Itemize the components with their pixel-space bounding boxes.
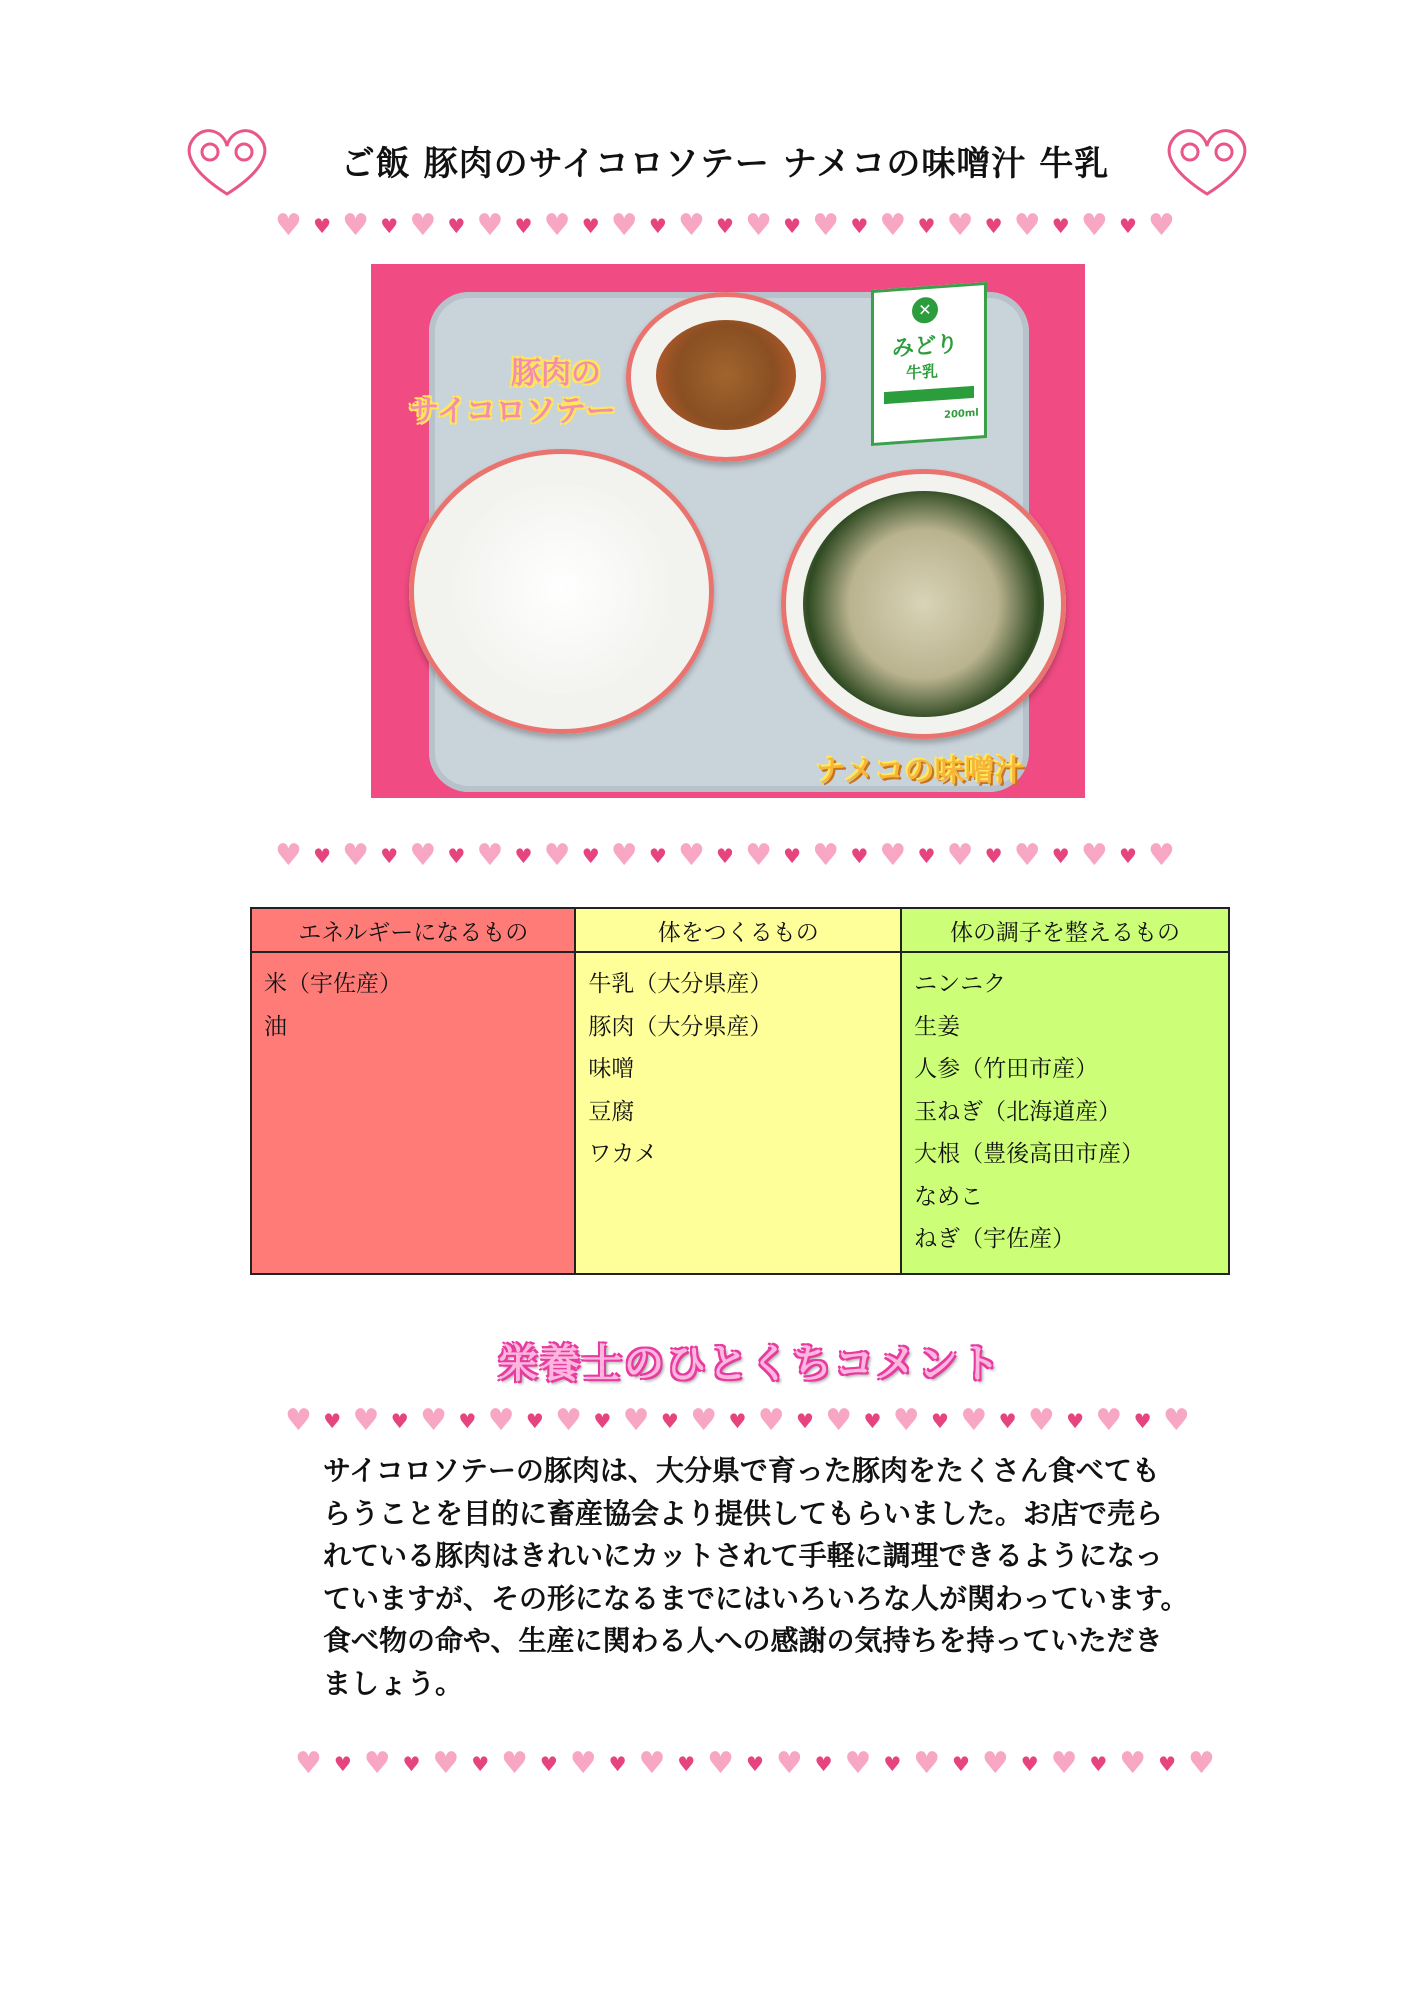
heart-icon: ♥	[342, 208, 370, 243]
heart-icon: ♥	[960, 1403, 988, 1438]
list-item: 牛乳（大分県産）	[588, 971, 773, 997]
heart-icon: ♥	[879, 838, 907, 873]
heart-icon: ♥	[716, 844, 734, 868]
heart-icon: ♥	[1158, 1752, 1177, 1776]
heart-icon: ♥	[1013, 838, 1041, 873]
nutrition-table	[250, 907, 1230, 1275]
heart-icon: ♥	[677, 208, 705, 243]
heart-icon: ♥	[917, 844, 936, 868]
heart-icon: ♥	[850, 844, 869, 868]
heart-icon: ♥	[1066, 1409, 1085, 1433]
rice-bowl	[409, 449, 714, 734]
heart-icon: ♥	[471, 1752, 490, 1776]
heart-icon: ♥	[295, 1746, 322, 1781]
milk-logo-icon: ✕	[912, 296, 938, 324]
list-item: ワカメ	[588, 1141, 658, 1167]
saute-label-line1: 豚肉の	[511, 356, 601, 391]
list-item: 豚肉（大分県産）	[588, 1013, 773, 1040]
heart-icon: ♥	[677, 838, 705, 873]
list-item: ニンニク	[914, 971, 1007, 997]
list-item: 玉ねぎ（北海道産）	[914, 1098, 1122, 1125]
table-header-row	[251, 908, 1229, 952]
heart-icon: ♥	[363, 1746, 391, 1781]
heart-swirl-icon	[1162, 122, 1252, 202]
heart-icon: ♥	[458, 1409, 477, 1433]
milk-carton	[871, 282, 987, 446]
heart-icon: ♥	[745, 838, 772, 873]
heart-icon: ♥	[984, 844, 1003, 868]
heart-icon: ♥	[610, 208, 638, 243]
condition-cell	[901, 952, 1229, 1274]
heart-icon: ♥	[648, 214, 667, 238]
heart-icon: ♥	[1148, 838, 1175, 873]
list-item: 味噌	[588, 1056, 635, 1082]
heart-icon: ♥	[608, 1752, 627, 1776]
heart-icon: ♥	[581, 214, 600, 238]
list-item: ねぎ（宇佐産）	[914, 1226, 1076, 1252]
heart-icon: ♥	[814, 1752, 833, 1776]
heart-icon: ♥	[409, 208, 437, 243]
comment-body	[323, 1450, 1203, 1705]
heart-icon: ♥	[775, 1746, 803, 1781]
heart-icon: ♥	[342, 838, 370, 873]
page-title: ご飯 豚肉のサイコロソテー ナメコの味噌汁 牛乳	[340, 144, 1110, 184]
heart-icon: ♥	[1013, 208, 1041, 243]
heart-icon: ♥	[514, 214, 533, 238]
list-item: なめこ	[914, 1183, 984, 1210]
heart-icon: ♥	[931, 1409, 949, 1433]
heart-icon: ♥	[525, 1409, 544, 1433]
energy-cell	[251, 952, 575, 1274]
heart-icon: ♥	[1187, 1746, 1215, 1781]
list-item: 人参（竹田市産）	[914, 1056, 1099, 1082]
heart-icon: ♥	[447, 214, 466, 238]
heart-icon: ♥	[313, 214, 331, 238]
comment-title: 栄養士のひとくちコメント	[498, 1341, 1002, 1387]
hearts-divider	[285, 1403, 1190, 1439]
heart-icon: ♥	[432, 1746, 460, 1781]
list-item: 豆腐	[588, 1098, 635, 1125]
heart-icon: ♥	[892, 1403, 920, 1438]
heart-icon: ♥	[1027, 1403, 1055, 1438]
heart-swirl-icon	[182, 122, 272, 202]
heart-icon: ♥	[745, 208, 772, 243]
heart-icon: ♥	[1119, 1746, 1147, 1781]
heart-icon: ♥	[648, 844, 667, 868]
heart-icon: ♥	[610, 838, 638, 873]
comment-line: ましょう。	[323, 1666, 464, 1700]
heart-icon: ♥	[952, 1752, 970, 1776]
heart-icon: ♥	[690, 1403, 718, 1438]
heart-icon: ♥	[476, 208, 504, 243]
comment-line: サイコロソテーの豚肉は、大分県で育った豚肉をたくさん食べても	[323, 1454, 1160, 1487]
heart-icon: ♥	[1051, 844, 1070, 868]
list-item: 米（宇佐産）	[264, 971, 402, 997]
heart-icon: ♥	[716, 214, 734, 238]
heart-icon: ♥	[593, 1409, 612, 1433]
heart-icon: ♥	[333, 1752, 352, 1776]
heart-icon: ♥	[514, 844, 533, 868]
heart-icon: ♥	[275, 838, 302, 873]
heart-icon: ♥	[850, 214, 869, 238]
heart-icon: ♥	[390, 1409, 409, 1433]
heart-icon: ♥	[677, 1752, 696, 1776]
heart-icon: ♥	[812, 208, 840, 243]
saute-bowl	[626, 292, 826, 462]
heart-icon: ♥	[569, 1746, 597, 1781]
heart-icon: ♥	[352, 1403, 380, 1438]
heart-icon: ♥	[981, 1746, 1009, 1781]
heart-icon: ♥	[660, 1409, 679, 1433]
heart-icon: ♥	[487, 1403, 515, 1438]
comment-line: 食べ物の命や、生産に関わる人への感謝の気持ちを持っていただき	[323, 1624, 1163, 1657]
heart-icon: ♥	[543, 838, 571, 873]
comment-line: らうことを目的に畜産協会より提供してもらいました。お店で売ら	[323, 1496, 1164, 1530]
milk-band	[884, 386, 974, 404]
heart-icon: ♥	[728, 1409, 747, 1433]
heart-icon: ♥	[1089, 1752, 1108, 1776]
heart-icon: ♥	[913, 1746, 941, 1781]
milk-volume: 200ml	[944, 407, 979, 421]
heart-icon: ♥	[998, 1409, 1017, 1433]
body-cell	[575, 952, 901, 1274]
heart-icon: ♥	[1095, 1403, 1123, 1438]
heart-icon: ♥	[783, 844, 802, 868]
heart-icon: ♥	[1051, 214, 1070, 238]
heart-icon: ♥	[783, 214, 802, 238]
heart-icon: ♥	[812, 838, 840, 873]
hearts-divider	[275, 208, 1175, 244]
soup-bowl	[781, 469, 1066, 739]
heart-icon: ♥	[622, 1403, 650, 1438]
header-body: 体をつくるもの	[575, 908, 901, 952]
list-item: 大根（豊後高田市産）	[914, 1141, 1145, 1167]
heart-icon: ♥	[501, 1746, 528, 1781]
heart-icon: ♥	[879, 208, 907, 243]
header-energy: エネルギーになるもの	[251, 908, 575, 952]
meal-photo	[371, 264, 1085, 798]
heart-icon: ♥	[380, 214, 399, 238]
heart-icon: ♥	[285, 1403, 312, 1438]
heart-icon: ♥	[1133, 1409, 1152, 1433]
heart-icon: ♥	[380, 844, 399, 868]
heart-icon: ♥	[707, 1746, 735, 1781]
heart-icon: ♥	[447, 844, 466, 868]
heart-icon: ♥	[863, 1409, 882, 1433]
heart-icon: ♥	[825, 1403, 853, 1438]
heart-icon: ♥	[946, 208, 974, 243]
heart-icon: ♥	[409, 838, 437, 873]
heart-icon: ♥	[883, 1752, 902, 1776]
heart-icon: ♥	[555, 1403, 583, 1438]
heart-icon: ♥	[581, 844, 600, 868]
heart-icon: ♥	[313, 844, 331, 868]
hearts-divider	[275, 838, 1175, 874]
heart-icon: ♥	[275, 208, 302, 243]
heart-icon: ♥	[917, 214, 936, 238]
heart-icon: ♥	[1118, 844, 1137, 868]
header-condition: 体の調子を整えるもの	[901, 908, 1229, 952]
heart-icon: ♥	[795, 1409, 814, 1433]
heart-icon: ♥	[539, 1752, 558, 1776]
heart-icon: ♥	[420, 1403, 447, 1438]
heart-icon: ♥	[1050, 1746, 1078, 1781]
table-row	[251, 952, 1229, 1274]
title-row	[0, 122, 1415, 202]
heart-icon: ♥	[1080, 208, 1108, 243]
list-item: 生姜	[914, 1013, 961, 1040]
heart-icon: ♥	[1020, 1752, 1039, 1776]
heart-icon: ♥	[984, 214, 1003, 238]
heart-icon: ♥	[402, 1752, 421, 1776]
milk-brand: みどり	[892, 331, 959, 362]
heart-icon: ♥	[476, 838, 504, 873]
comment-line: ていますが、その形になるまでにはいろいろな人が関わっています。	[323, 1581, 1189, 1615]
list-item: 油	[264, 1013, 287, 1040]
heart-icon: ♥	[1118, 214, 1137, 238]
saute-label-line2: サイコロソテー	[409, 394, 616, 429]
heart-icon: ♥	[1080, 838, 1108, 873]
heart-icon: ♥	[844, 1746, 872, 1781]
heart-icon: ♥	[745, 1752, 764, 1776]
heart-icon: ♥	[1162, 1403, 1190, 1438]
hearts-divider	[295, 1746, 1215, 1782]
soup-label: ナメコの味噌汁	[816, 754, 1025, 789]
heart-icon: ♥	[946, 838, 974, 873]
heart-icon: ♥	[1148, 208, 1175, 243]
heart-icon: ♥	[638, 1746, 666, 1781]
milk-sub: 牛乳	[906, 361, 939, 383]
comment-line: れている豚肉はきれいにカットされて手軽に調理できるようになっ	[323, 1539, 1163, 1572]
heart-icon: ♥	[543, 208, 571, 243]
heart-icon: ♥	[323, 1409, 342, 1433]
heart-icon: ♥	[757, 1403, 785, 1438]
